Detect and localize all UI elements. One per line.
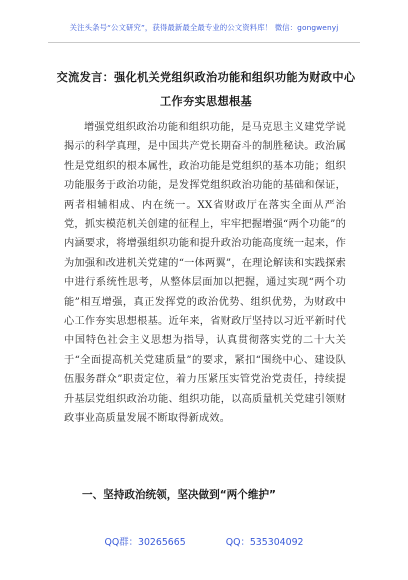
- footer-qq-group: QQ群：30265665: [104, 537, 186, 548]
- header-divider: [48, 42, 360, 43]
- footer-contact: [0, 534, 408, 548]
- section-heading: 一、坚持政治统领，坚决做到“两个维护”: [82, 489, 277, 501]
- header-banner: 关注头条号“公文研究”，获得最新最全最专业的公文资料库！ 微信：gongwenyj: [69, 23, 339, 32]
- document-title: 交流发言：强化机关党组织政治功能和组织功能为财政中心工作夯实思想根基: [56, 71, 356, 108]
- body-paragraph: 增强党组织政治功能和组织功能，是马克思主义建党学说揭示的科学真理，是中国共产党长期奋斗的制胜秘诀。政治属性是党组织的根本属性，政治功能是党组织的基本功能；组织功能服务于政治功能，是发挥党组织政治功能的基础和保证，两者相辅相成、内在统一。XX省财政厅在落实全面从严治党，抓实模范机关创建的征程上，牢牢把握增强“两个功能”的内涵要求，将增强组织功能和提升政治功能高度统一起来，作为加强和改进机关党建的“一体两翼”，在理论解读和实践探索中进行系统性思考，从整体层面加以把握，通过实现“两个功能”相互增强，真正发挥党的政治优势、组织优势，为财政中心工作夯实思想根基。近年来，省财政厅坚持以习近平新时代中国特色社会主义思想为指导，认真贯彻落实党的二十大关于“全面提高机关党建质量”的要求，紧扣“围绕中心、建设队伍服务群众”职责定位，着力压紧压实管党治党责任，持续提升基层党组织政治功能、组织功能，以高质量机关党建引领财政事业高质量发展不断取得新成效。: [64, 122, 346, 425]
- footer-qq-number: QQ：535304092: [225, 537, 304, 548]
